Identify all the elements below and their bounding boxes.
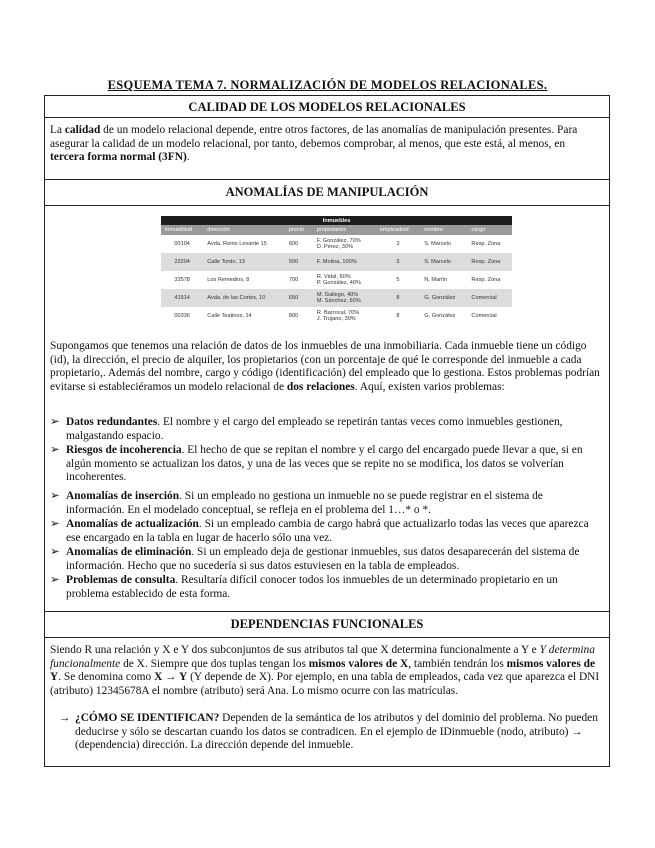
table-header: cargo xyxy=(467,225,512,235)
arrow-bullet-icon: ➢ xyxy=(50,546,60,558)
section-heading-dependencias: DEPENDENCIAS FUNCIONALES xyxy=(45,611,609,638)
schema-frame xyxy=(44,95,610,767)
table-caption: Inmuebles xyxy=(161,216,512,225)
section-heading-calidad: CALIDAD DE LOS MODELOS RELACIONALES xyxy=(45,96,609,118)
arrow-bullet-icon: ➢ xyxy=(50,444,60,456)
inmuebles-table-image xyxy=(161,216,512,325)
bullet-anomalias-actualizacion: ➢ Anomalías de actualización. Si un empleado cambia de cargo habrá que actualizarlo todas las veces que aparezca ese encargado en la tabla en lugar de hacerlo sólo una vez. xyxy=(50,518,589,544)
table-row: 00104 Avda. Reino Levante 15 600 F. González, 70% D. Pérez, 30% 3 S. Marcelo Resp. Zona xyxy=(161,235,512,253)
bullet-riesgos-incoherencia: ➢ Riesgos de incoherencia. El hecho de que se repitan el nombre y el cargo del encargado puede llevar a que, si en algún momento se actualizan los datos, y una de las veces que se repite no se modifica, los datos se volverían incoherentes. xyxy=(50,444,583,484)
dos-relaciones-term: dos relaciones xyxy=(286,380,355,393)
anomalias-intro: Supongamos que tenemos una relación de datos de los inmuebles de una inmobiliaria. Cada inmueble tiene un código (id), la dirección, el precio de alquiler, los propietarios (con un porcentaje de qué le corresponde del inmueble a cada propietario,. Además del nombre, cargo y código (identificación) del empleado que lo gestiona. Estos problemas podrían evitarse si estableciéramos un modelo relacional de dos relaciones. Aquí, existen varios problemas: xyxy=(50,340,600,393)
table-header: empleadoid xyxy=(376,225,421,235)
bullet-como-identifican: → ¿CÓMO SE IDENTIFICAN? Dependen de la semántica de los atributos y del dominio del problema. No pueden deducirse y sólo se descartan cuando los datos se contradicen. En el ejemplo de IDinmueble (nodo, atributo) → (dependencia) dirección. La dirección depende del inmueble. xyxy=(59,712,598,752)
3fn-term: tercera forma normal (3FN) xyxy=(50,151,187,164)
calidad-term: calidad xyxy=(64,124,101,136)
table-header: nombre xyxy=(420,225,467,235)
arrow-bullet-icon: ➢ xyxy=(50,574,60,586)
arrow-bullet-icon: ➢ xyxy=(50,518,60,530)
bullet-problemas-consulta: ➢ Problemas de consulta. Resultaría difícil conocer todos los inmuebles de un determinado propietario en un problema establecido de esta forma. xyxy=(50,574,558,600)
table-row: 00336 Calle Teatinos, 14 800 R. Barrocal, 70% J. Trujano, 30% 8 G. González Comercial xyxy=(161,307,512,325)
table-row: 41514 Avda. de las Cortes, 10 650 M. Gallego, 40% M. Sánchez, 60% 8 G. González Comercial xyxy=(161,289,512,307)
table-header: inmuebleid xyxy=(161,225,203,235)
table-header: dirección xyxy=(203,225,285,235)
table-header: precio xyxy=(285,225,313,235)
bullet-datos-redundantes: ➢ Datos redundantes. El nombre y el cargo del empleado se repetirán tantas veces como inmuebles gestionen, malgastando espacio. xyxy=(50,416,563,442)
table-header: propietarios xyxy=(313,225,376,235)
arrow-bullet-icon: ➢ xyxy=(50,490,60,502)
bullet-anomalias-insercion: ➢ Anomalías de inserción. Si un empleado no gestiona un inmueble no se puede registrar en el sistema de información. En el modelado conceptual, se refleja en el problema del 1…* o *. xyxy=(50,490,543,516)
dependencias-paragraph: Siendo R una relación y X e Y dos subconjuntos de sus atributos tal que X determina funcionalmente a Y e Y determina funcionalmente de X. Siempre que dos tuplas tengan los mismos valores de X, también tendrán los mismos valores de Y. Se denomina como X → Y (Y depende de X). Por ejemplo, en una tabla de empleados, cada vez que aparezca el DNI (atributo) 12345678A el nombre (atributo) será Ana. Lo mismo ocurre con las matrículas. xyxy=(50,644,600,697)
section-heading-anomalias: ANOMALÍAS DE MANIPULACIÓN xyxy=(45,179,609,206)
table-row: 22204 Calle Tordo, 13 500 F. Molina, 100% 3 S. Marcelo Resp. Zona xyxy=(161,253,512,271)
arrow-bullet-icon: ➢ xyxy=(50,416,60,428)
table-row: 33578 Los Remedios, 8 700 R. Vidal, 60% P. González, 40% 5 N. Martín Resp. Zona xyxy=(161,271,512,289)
right-arrow-icon: → xyxy=(59,712,71,724)
bullet-anomalias-eliminacion: ➢ Anomalías de eliminación. Si un empleado deja de gestionar inmuebles, sus datos desaparecerán del sistema de información. Hecho que no sucedería si sus datos estuviesen en la tabla de empleados. xyxy=(50,546,580,572)
calidad-paragraph: La calidad de un modelo relacional depende, entre otros factores, de las anomalías de manipulación presentes. Para asegurar la calidad de un modelo relacional, por tanto, debemos comprobar, al menos, que este está, al menos, en tercera forma normal (3FN). xyxy=(50,124,578,164)
page-title: ESQUEMA TEMA 7. NORMALIZACIÓN DE MODELOS RELACIONALES. xyxy=(107,78,548,92)
